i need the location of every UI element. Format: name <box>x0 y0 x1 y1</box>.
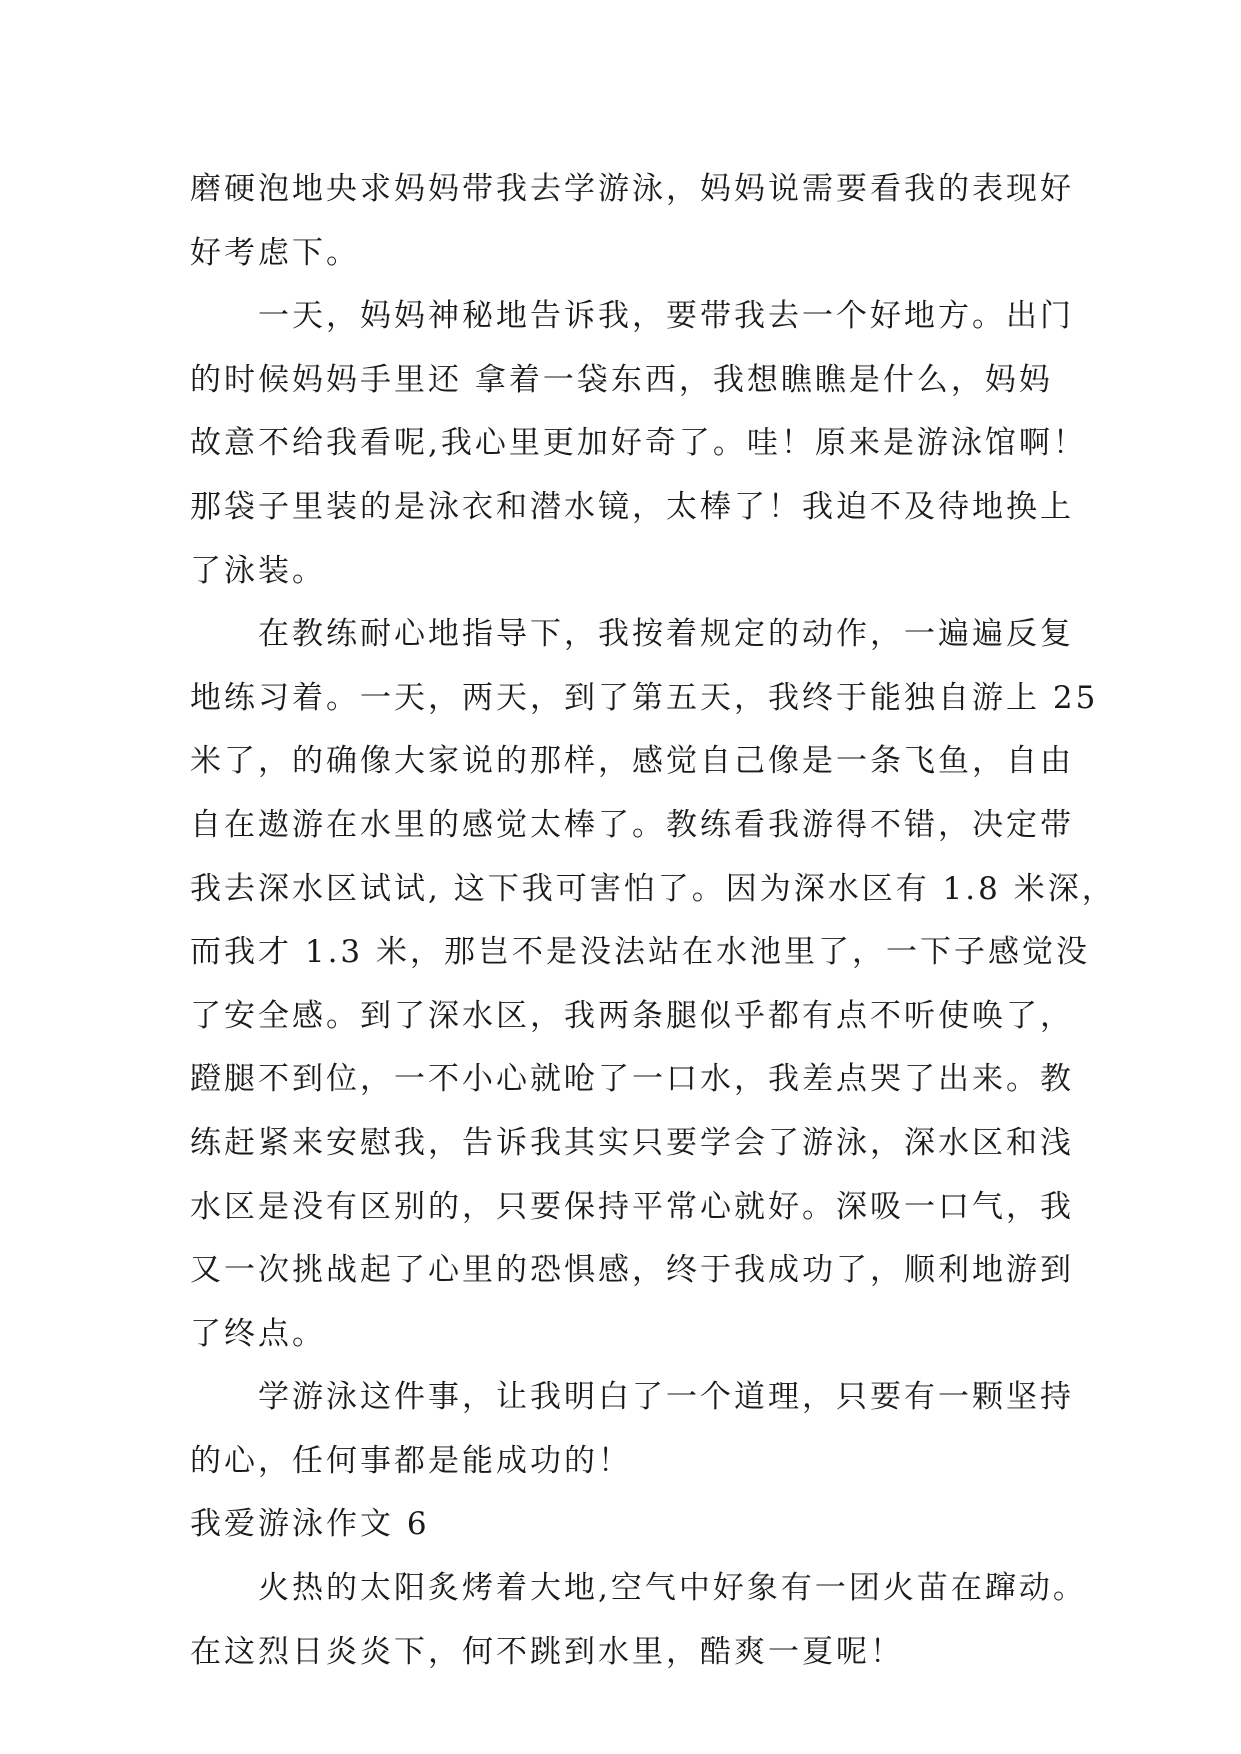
text-line: 了安全感。到了深水区，我两条腿似乎都有点不听使唤了， <box>190 997 1074 1034</box>
text-line: 练赶紧来安慰我，告诉我其实只要学会了游泳，深水区和浅 <box>190 1124 1074 1161</box>
text-line: 蹬腿不到位，一不小心就呛了一口水，我差点哭了出来。教 <box>190 1061 1074 1098</box>
text-line: 而我才 1.3 米，那岂不是没法站在水池里了，一下子感觉没 <box>190 934 1091 971</box>
text-line: 的时候妈妈手里还 拿着一袋东西，我想瞧瞧是什么，妈妈 <box>190 361 1053 398</box>
paragraph <box>190 158 1074 285</box>
text-line: 自在遨游在水里的感觉太棒了。教练看我游得不错，决定带 <box>190 806 1074 843</box>
paragraph <box>190 603 1116 1366</box>
section-heading <box>190 1493 1070 1557</box>
text-line: 在这烈日炎炎下，何不跳到水里，酷爽一夏呢！ <box>190 1633 904 1670</box>
paragraph <box>190 1366 1074 1493</box>
text-line: 又一次挑战起了心里的恐惧感，终于我成功了，顺利地游到 <box>190 1252 1074 1289</box>
text-line: 磨硬泡地央求妈妈带我去学游泳，妈妈说需要看我的表现好 <box>190 171 1074 207</box>
text-line: 火热的太阳炙烤着大地,空气中好象有一团火苗在蹿动。 <box>258 1570 1087 1607</box>
text-line: 那袋子里装的是泳衣和潜水镜，太棒了！我迫不及待地换上 <box>190 488 1074 525</box>
text-line: 了终点。 <box>190 1315 326 1352</box>
text-line: 地练习着。一天，两天，到了第五天，我终于能独自游上 25 <box>190 679 1099 716</box>
heading-text: 我爱游泳作文 6 <box>190 1506 430 1543</box>
text-line: 我去深水区试试, 这下我可害怕了。因为深水区有 1.8 米深， <box>190 870 1116 907</box>
text-line: 在教练耐心地指导下，我按着规定的动作，一遍遍反复 <box>258 616 1074 653</box>
document-body <box>190 158 1116 1684</box>
text-line: 一天，妈妈神秘地告诉我，要带我去一个好地方。出门 <box>258 298 1074 335</box>
text-line: 水区是没有区别的，只要保持平常心就好。深吸一口气，我 <box>190 1188 1074 1225</box>
text-line: 米了，的确像大家说的那样，感觉自己像是一条飞鱼，自由 <box>190 743 1074 780</box>
text-line: 好考虑下。 <box>190 234 360 271</box>
paragraph <box>190 1557 1087 1684</box>
text-line: 了泳装。 <box>190 552 326 589</box>
paragraph <box>190 285 1087 603</box>
text-line: 的心，任何事都是能成功的！ <box>190 1442 632 1479</box>
text-line: 故意不给我看呢,我心里更加好奇了。哇！原来是游泳馆啊！ <box>190 425 1087 462</box>
text-line: 学游泳这件事，让我明白了一个道理，只要有一颗坚持 <box>258 1379 1074 1416</box>
